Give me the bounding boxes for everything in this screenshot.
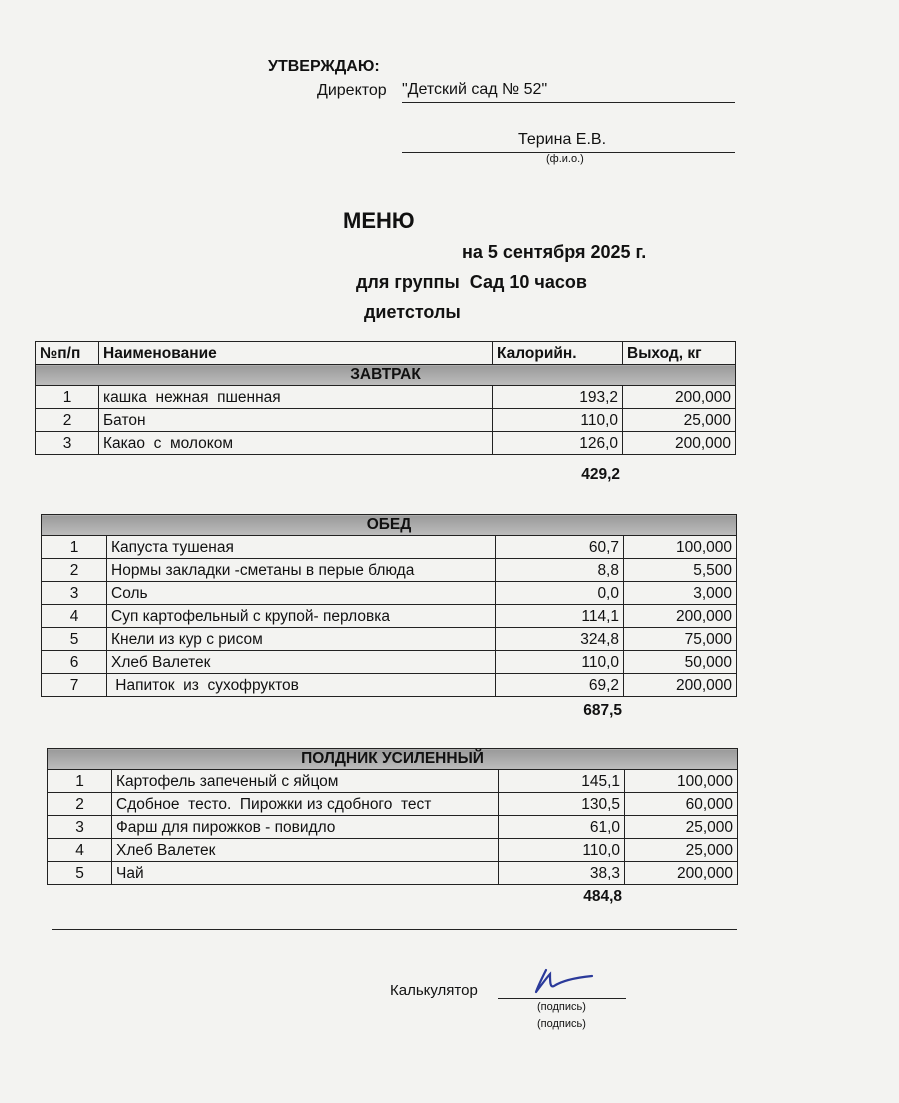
row-number: 4 bbox=[42, 605, 107, 628]
bottom-divider bbox=[52, 929, 737, 930]
dish-yield: 3,000 bbox=[624, 582, 737, 605]
dish-calories: 8,8 bbox=[496, 559, 624, 582]
dish-yield: 50,000 bbox=[624, 651, 737, 674]
snack-table bbox=[47, 748, 738, 885]
dish-yield: 75,000 bbox=[624, 628, 737, 651]
section-header bbox=[48, 749, 738, 770]
signature-caption: (подпись) bbox=[537, 1018, 586, 1030]
dish-name: Кнели из кур с рисом bbox=[107, 628, 496, 651]
section-header bbox=[36, 365, 736, 386]
table-row bbox=[36, 386, 736, 409]
dish-name: Чай bbox=[112, 862, 499, 885]
calculator-label: Калькулятор bbox=[390, 982, 478, 999]
table-row bbox=[42, 674, 737, 697]
snack-title: ПОЛДНИК УСИЛЕННЫЙ bbox=[48, 749, 738, 770]
dish-yield: 25,000 bbox=[625, 816, 738, 839]
dish-yield: 100,000 bbox=[624, 536, 737, 559]
breakfast-total: 429,2 bbox=[581, 466, 620, 483]
dish-calories: 0,0 bbox=[496, 582, 624, 605]
dish-calories: 60,7 bbox=[496, 536, 624, 559]
column-yield: Выход, кг bbox=[623, 342, 736, 365]
dish-yield: 200,000 bbox=[624, 605, 737, 628]
row-number: 4 bbox=[48, 839, 112, 862]
dish-yield: 25,000 bbox=[625, 839, 738, 862]
row-number: 3 bbox=[36, 432, 99, 455]
row-number: 2 bbox=[36, 409, 99, 432]
dish-yield: 200,000 bbox=[624, 674, 737, 697]
director-name-line bbox=[402, 131, 735, 153]
dish-name: Хлеб Валетек bbox=[112, 839, 499, 862]
approval-heading: УТВЕРЖДАЮ: bbox=[268, 58, 380, 75]
breakfast-table bbox=[35, 341, 736, 455]
row-number: 5 bbox=[48, 862, 112, 885]
handwritten-signature bbox=[528, 962, 608, 1002]
table-row bbox=[42, 628, 737, 651]
dish-name: Соль bbox=[107, 582, 496, 605]
director-name: Терина Е.В. bbox=[518, 131, 607, 148]
dish-yield: 200,000 bbox=[625, 862, 738, 885]
table-row bbox=[48, 816, 738, 839]
dish-name: Напиток из сухофруктов bbox=[107, 674, 496, 697]
dish-yield: 100,000 bbox=[625, 770, 738, 793]
breakfast-title: ЗАВТРАК bbox=[36, 365, 736, 386]
dish-calories: 193,2 bbox=[493, 386, 623, 409]
signature-caption: (подпись) bbox=[537, 1001, 586, 1013]
dish-calories: 114,1 bbox=[496, 605, 624, 628]
table-row bbox=[48, 793, 738, 816]
dish-calories: 130,5 bbox=[499, 793, 625, 816]
table-row bbox=[42, 559, 737, 582]
dish-calories: 110,0 bbox=[496, 651, 624, 674]
table-row bbox=[36, 409, 736, 432]
table-row bbox=[42, 651, 737, 674]
dish-calories: 145,1 bbox=[499, 770, 625, 793]
row-number: 2 bbox=[42, 559, 107, 582]
name-caption: (ф.и.о.) bbox=[546, 153, 584, 165]
dish-name: Фарш для пирожков - повидло bbox=[112, 816, 499, 839]
menu-group: для группы Сад 10 часов bbox=[356, 272, 587, 292]
table-row bbox=[36, 432, 736, 455]
dish-calories: 110,0 bbox=[493, 409, 623, 432]
dish-calories: 38,3 bbox=[499, 862, 625, 885]
lunch-table bbox=[41, 514, 737, 697]
dish-name: Хлеб Валетек bbox=[107, 651, 496, 674]
table-row bbox=[42, 605, 737, 628]
dish-calories: 126,0 bbox=[493, 432, 623, 455]
row-number: 2 bbox=[48, 793, 112, 816]
dish-name: Капуста тушеная bbox=[107, 536, 496, 559]
dish-calories: 324,8 bbox=[496, 628, 624, 651]
dish-calories: 69,2 bbox=[496, 674, 624, 697]
column-name: Наименование bbox=[99, 342, 493, 365]
row-number: 1 bbox=[48, 770, 112, 793]
row-number: 6 bbox=[42, 651, 107, 674]
lunch-total: 687,5 bbox=[583, 702, 622, 719]
section-header bbox=[42, 515, 737, 536]
dish-name: Сдобное тесто. Пирожки из сдобного тест bbox=[112, 793, 499, 816]
dish-name: Картофель запеченый с яйцом bbox=[112, 770, 499, 793]
row-number: 7 bbox=[42, 674, 107, 697]
table-row bbox=[42, 536, 737, 559]
row-number: 3 bbox=[48, 816, 112, 839]
dish-yield: 200,000 bbox=[623, 386, 736, 409]
dish-yield: 60,000 bbox=[625, 793, 738, 816]
row-number: 1 bbox=[36, 386, 99, 409]
dish-yield: 25,000 bbox=[623, 409, 736, 432]
row-number: 5 bbox=[42, 628, 107, 651]
row-number: 3 bbox=[42, 582, 107, 605]
dish-name: Какао с молоком bbox=[99, 432, 493, 455]
table-row bbox=[48, 862, 738, 885]
dish-calories: 110,0 bbox=[499, 839, 625, 862]
dish-name: кашка нежная пшенная bbox=[99, 386, 493, 409]
snack-total: 484,8 bbox=[583, 888, 622, 905]
director-label: Директор bbox=[317, 82, 387, 99]
menu-date: на 5 сентября 2025 г. bbox=[462, 242, 647, 262]
column-header-row bbox=[36, 342, 736, 365]
organization-name: "Детский сад № 52" bbox=[402, 81, 735, 103]
dish-yield: 200,000 bbox=[623, 432, 736, 455]
menu-title: МЕНЮ bbox=[343, 208, 415, 233]
dish-yield: 5,500 bbox=[624, 559, 737, 582]
row-number: 1 bbox=[42, 536, 107, 559]
dish-name: Батон bbox=[99, 409, 493, 432]
dish-name: Нормы закладки -сметаны в перые блюда bbox=[107, 559, 496, 582]
column-calories: Калорийн. bbox=[493, 342, 623, 365]
lunch-title: ОБЕД bbox=[42, 515, 737, 536]
dish-name: Суп картофельный с крупой- перловка bbox=[107, 605, 496, 628]
menu-diet: диетстолы bbox=[364, 302, 461, 322]
table-row bbox=[42, 582, 737, 605]
table-row bbox=[48, 770, 738, 793]
dish-calories: 61,0 bbox=[499, 816, 625, 839]
table-row bbox=[48, 839, 738, 862]
column-number: №п/п bbox=[36, 342, 99, 365]
